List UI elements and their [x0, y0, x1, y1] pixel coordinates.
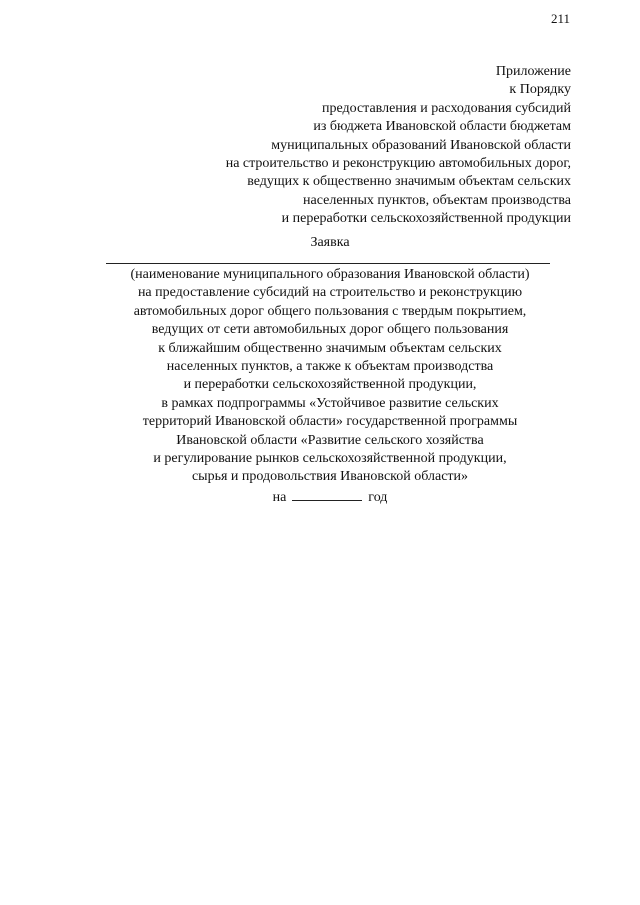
- application-body: [100, 266, 560, 507]
- page-number: 211: [550, 11, 570, 26]
- body-line: населенных пунктов, а также к объектам производства: [166, 359, 494, 375]
- year-line: [100, 487, 560, 507]
- appendix-line: муниципальных образований Ивановской области: [271, 137, 571, 153]
- appendix-line: населенных пунктов, объектам производства: [303, 192, 571, 208]
- body-line: сырья и продовольствия Ивановской области»: [191, 469, 469, 485]
- municipality-name-caption: (наименование муниципального образования Ивановской области): [130, 267, 530, 282]
- year-suffix: год: [368, 489, 388, 505]
- appendix-line: к Порядку: [509, 82, 571, 98]
- body-line: на предоставление субсидий на строительство и реконструкцию: [137, 285, 523, 301]
- municipality-name-blank-line: [106, 263, 550, 264]
- year-prefix: на: [272, 489, 287, 505]
- appendix-line: Приложение: [495, 64, 571, 79]
- appendix-line: из бюджета Ивановской области бюджетам: [313, 119, 571, 135]
- appendix-header: [151, 63, 571, 229]
- appendix-line: предоставления и расходования субсидий: [321, 100, 571, 116]
- body-line: Ивановской области «Развитие сельского хозяйства: [176, 432, 484, 448]
- appendix-line: и переработки сельскохозяйственной продукции: [281, 211, 571, 227]
- body-line: автомобильных дорог общего пользования с твердым покрытием,: [133, 303, 527, 319]
- body-line: к ближайшим общественно значимым объектам сельских: [158, 340, 502, 356]
- body-line: территорий Ивановской области» государственной программы: [142, 414, 518, 430]
- body-line: и регулирование рынков сельскохозяйственной продукции,: [153, 451, 507, 467]
- body-line: ведущих от сети автомобильных дорог общего пользования: [151, 322, 509, 338]
- body-line: в рамках подпрограммы «Устойчивое развитие сельских: [161, 395, 499, 411]
- body-line: и переработки сельскохозяйственной продукции,: [183, 377, 477, 393]
- appendix-line: ведущих к общественно значимым объектам сельских: [247, 174, 571, 190]
- document-title: Заявка: [310, 235, 350, 250]
- appendix-line: на строительство и реконструкцию автомобильных дорог,: [225, 156, 571, 172]
- year-blank-field: [292, 487, 362, 501]
